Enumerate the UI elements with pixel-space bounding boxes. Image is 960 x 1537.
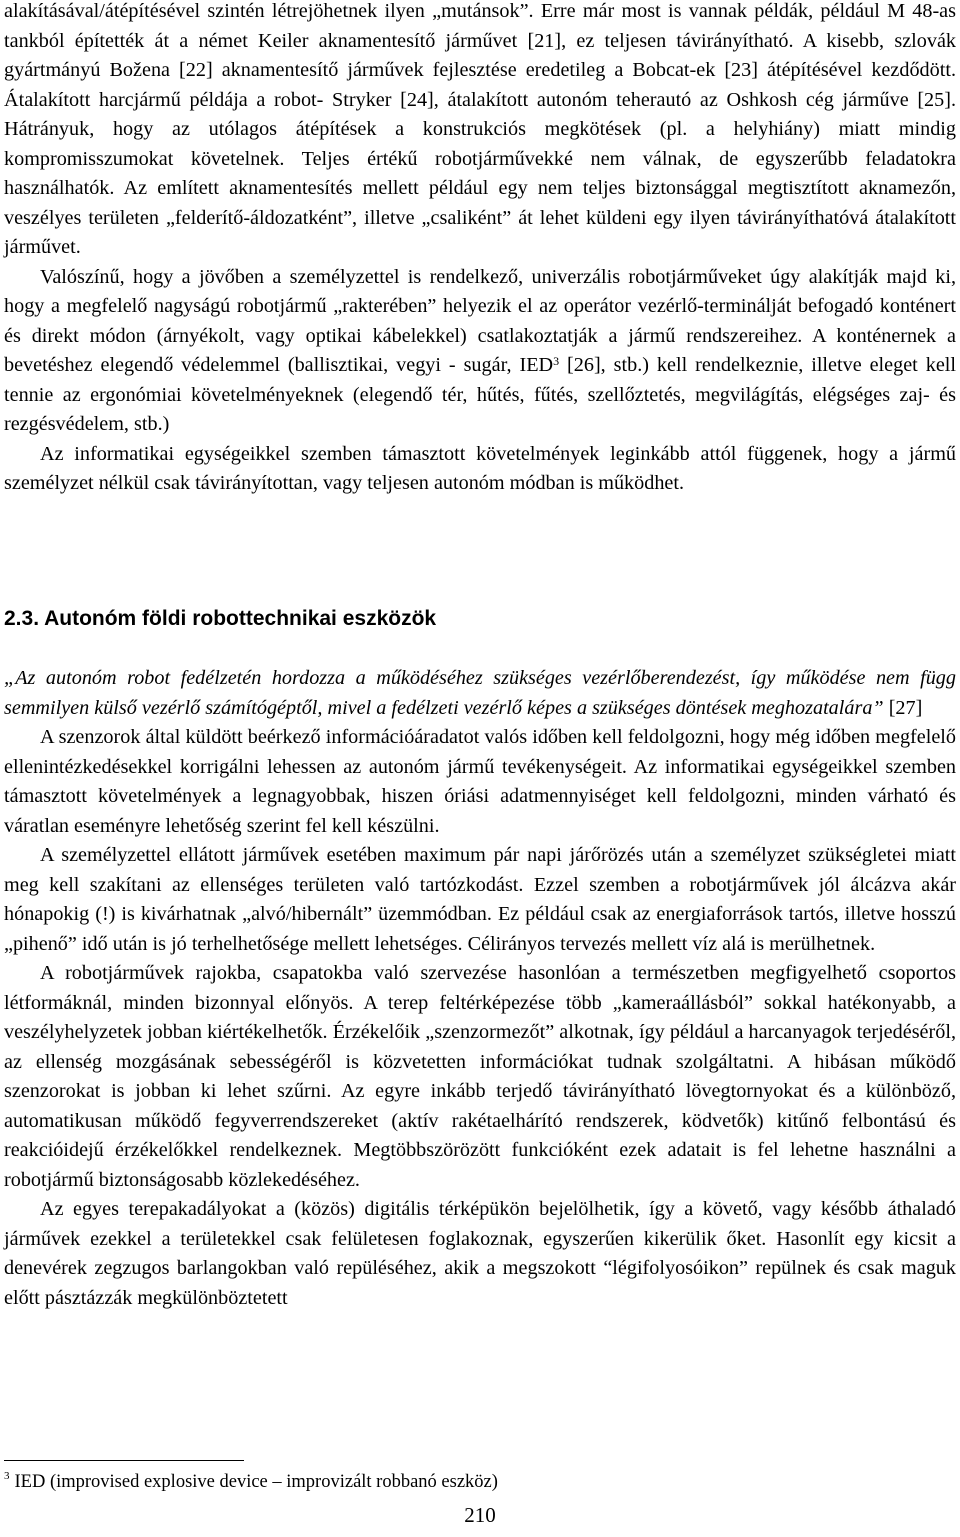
document-page: [4, 0, 956, 1537]
section-heading: 2.3. Autonóm földi robottechnikai eszközök: [4, 607, 437, 630]
footnote-text: IED (improvised explosive device – improvizált robbanó eszköz): [14, 1472, 498, 1492]
paragraph-terrain-obstacles: Az egyes terepakadályokat a (közös) digitális térképükön bejelölhetik, így a követő, vagy később áthaladó járművek ezekkel a területekkel csak felületesen foglakoznak, egyszerűen kikerülik őket. Hasonlít egy kicsit a denevérek zegzugos barlangokban való repüléséhez, akik a megszokott “légifolyosóikon” repülnek és csak maguk előtt pásztázzák megkülönböztetett: [4, 1198, 956, 1309]
paragraph-sensors: A szenzorok által küldött beérkező információáradatot valós időben kell feldolgozni, hogy még időben megfelelő ellenintézkedésekkel korrigálni lehessen az autonóm jármű tevékenységeit. Az informatikai egységeikkel szemben támasztott követelmények a legnagyobbak, hiszen óriási adatmennyiséget kell feldolgozni, minden várható és váratlan eseményre lehetőség szerint fel kell készülni.: [4, 726, 956, 837]
paragraph-text: [26], stb.) kell rendelkeznie, illetve eleget kell tennie az ergonómiai követelményeknek (elegendő tér, hűtés, fűtés, szellőztetés, megvilágítás, elégséges zaj- és rezgésvédelem, stb.): [4, 354, 956, 435]
footnote-divider: [4, 1460, 244, 1461]
footnote-mark: 3: [4, 1470, 10, 1482]
body-text-block-top: [4, 0, 956, 499]
paragraph-text: Valószínű, hogy a jövőben a személyzettel is rendelkező, univerzális robotjárműveket úgy alakítják majd ki, hogy a megfelelő nagyságú robotjármű „rakterében” helyezik el az operátor vezérlő-terminálját befogadó konténert és direkt módon (árnyékolt, vagy optikai kábelekkel) csatlakoztatják a jármű rendszereihez. A konténernek a bevetéshez elegendő védelemmel (ballisztikai, vegyi - sugár, IED: [4, 265, 956, 376]
quote-text: „Az autonóm robot fedélzetén hordozza a működéséhez szükséges vezérlőberendezést, így működése nem függ semmilyen külső vezérlő számítógéptől, mivel a fedélzeti vezérlő képes a szükséges döntések meghozatalára”: [4, 667, 956, 719]
citation: [27]: [883, 696, 923, 719]
paragraph-it-requirements: Az informatikai egységeikkel szemben támasztott követelmények leginkább attól függenek, hogy a jármű személyzet nélkül csak távirányítottan, vagy teljesen autonóm módban is működhet.: [4, 442, 956, 494]
footnote: [4, 1470, 498, 1496]
body-text-block-section: [4, 664, 956, 1313]
definition-quote: [4, 664, 956, 723]
paragraph-swarms: A robotjárművek rajokba, csapatokba való szervezése hasonlóan a természetben megfigyelhető csoportos létformáknál, minden bizonnyal előnyös. A terep feltérképezése több „kameraállásból” sokkal hatékonyabb, a veszélyhelyzetek jobban kiértékelhetők. Érzékelőik „szenzormezőt” alkotnak, így például a harcanyagok terjedéséről, az ellenség mozgásának sebességéről is közvetetten információkat tudnak szolgáltatni. A hibásan működő szenzorokat is jobban ki lehet szűrni. Az egyre inkább terjedő távirányítható lövegtornyokat és a különböző, automatikusan működő fegyverrendszereket (aktív rakétaelhárító rendszerek, ködvetők) kitűnő felbontású és reakcióidejű érzékelőkkel rendelkeznek. Megtöbbszörözött funkcióként ezek adatait is fel lehetne használni a robotjármű biztonságosabb közlekedéséhez.: [4, 962, 956, 1191]
footnote-reference[interactable]: 3: [553, 354, 560, 368]
paragraph-universal-robot-vehicles: [4, 263, 956, 440]
page-number: 210: [464, 1503, 496, 1527]
paragraph-continued: alakításával/átépítésével szintén létrejöhetnek ilyen „mutánsok”. Erre már most is vannak példák, például M 48-as tankból építették át a német Keiler aknamentesítő járművet [21], ez teljesen távirányítható. A kisebb, szlovák gyártmányú Božena [22] aknamentesítő járművek fejlesztése eredetileg a Bobcat-ek [23] átépítésével kezdődött. Átalakított harcjármű példája a robot- Stryker [24], átalakított autonóm teherautó az Oshkosh cég járműve [25]. Hátrányuk, hogy az utólagos átépítések a konstrukciós megkötések (pl. a helyhiány) miatt mindig kompromisszumokat követelnek. Teljes értékű robotjárművekké nem válnak, de egyszerűbb feladatokra használhatók. Az említett aknamentesítés mellett például egy nem teljes biztonsággal megtisztított aknamezőn, veszélyes területen „felderítő-áldozatként”, illetve „csaliként” át lehet küldeni egy ilyen távirányíthatóvá átalakított járművet.: [4, 0, 956, 258]
paragraph-crew-vehicles: A személyzettel ellátott járművek esetében maximum pár napi járőrözés után a személyzet szükségletei miatt meg kell szakítani az ellenséges területen való tartózkodást. Ezzel szemben a robotjárművek jól álcázva akár hónapokig (!) is kivárhatnak „alvó/hibernált” üzemmódban. Ez például csak az energiaforrások tartós, illetve hosszú „pihenő” idő után is jó terhelhetősége mellett lehetséges. Célirányos tervezés mellett víz alá is merülhetnek.: [4, 844, 956, 955]
